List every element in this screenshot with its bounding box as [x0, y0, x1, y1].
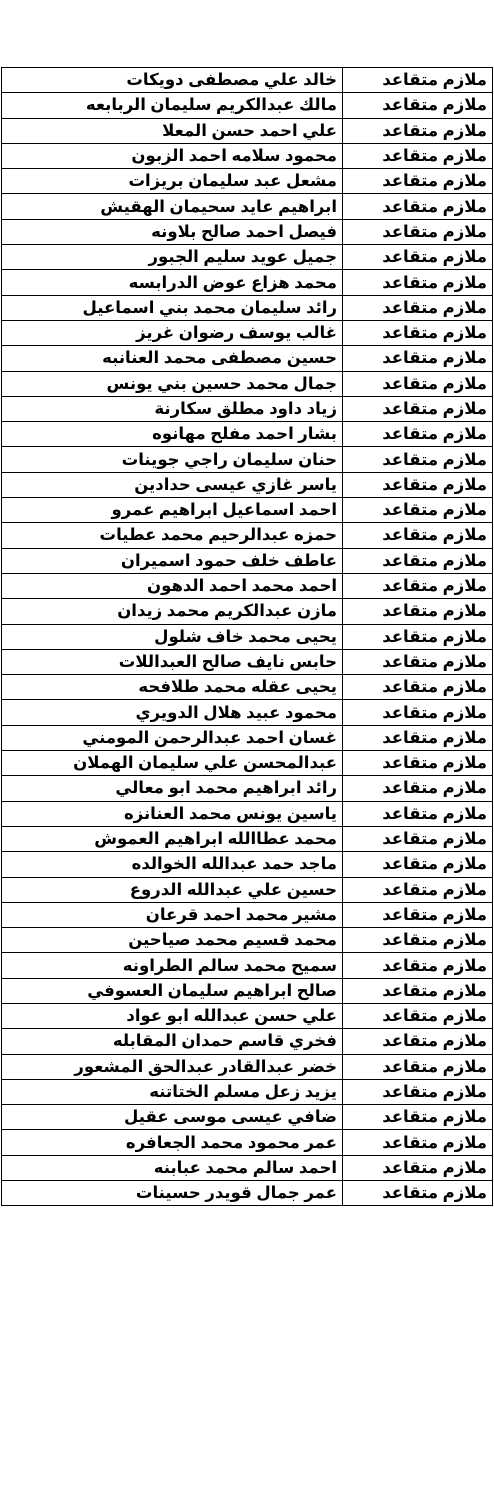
rank-cell: ملازم متقاعد — [343, 245, 493, 270]
table-row — [2, 169, 493, 194]
table-row — [2, 346, 493, 371]
table-row — [2, 143, 493, 168]
rank-cell: ملازم متقاعد — [343, 548, 493, 573]
table-row — [2, 472, 493, 497]
name-cell: غالب يوسف رضوان غريز — [2, 320, 343, 345]
table-row — [2, 1029, 493, 1054]
rank-cell: ملازم متقاعد — [343, 700, 493, 725]
table-row — [2, 675, 493, 700]
name-cell: حسين علي عبدالله الدروع — [2, 877, 343, 902]
table-row — [2, 68, 493, 93]
name-cell: علي احمد حسن المعلا — [2, 118, 343, 143]
table-row — [2, 295, 493, 320]
rank-cell: ملازم متقاعد — [343, 1105, 493, 1130]
rank-cell: ملازم متقاعد — [343, 725, 493, 750]
rank-cell: ملازم متقاعد — [343, 194, 493, 219]
rank-cell: ملازم متقاعد — [343, 1003, 493, 1028]
table-row — [2, 852, 493, 877]
table-row — [2, 700, 493, 725]
rank-cell: ملازم متقاعد — [343, 1029, 493, 1054]
rank-cell: ملازم متقاعد — [343, 270, 493, 295]
name-cell: عمر جمال قويدر حسينات — [2, 1181, 343, 1206]
table-row — [2, 1105, 493, 1130]
name-cell: خضر عبدالقادر عبدالحق المشعور — [2, 1054, 343, 1079]
rank-cell: ملازم متقاعد — [343, 472, 493, 497]
table-row — [2, 725, 493, 750]
rank-cell: ملازم متقاعد — [343, 396, 493, 421]
name-cell: ياسر غازي عيسى حدادين — [2, 472, 343, 497]
rank-cell: ملازم متقاعد — [343, 928, 493, 953]
rank-cell: ملازم متقاعد — [343, 624, 493, 649]
table-row — [2, 194, 493, 219]
name-cell: جمال محمد حسين بني يونس — [2, 371, 343, 396]
rank-cell: ملازم متقاعد — [343, 68, 493, 93]
table-body — [2, 68, 493, 1206]
name-cell: رائد سليمان محمد بني اسماعيل — [2, 295, 343, 320]
table-row — [2, 320, 493, 345]
rank-cell: ملازم متقاعد — [343, 295, 493, 320]
rank-cell: ملازم متقاعد — [343, 118, 493, 143]
table-row — [2, 573, 493, 598]
table-row — [2, 751, 493, 776]
table-row — [2, 902, 493, 927]
name-cell: بشار احمد مفلح مهانوه — [2, 422, 343, 447]
table-row — [2, 928, 493, 953]
rank-cell: ملازم متقاعد — [343, 599, 493, 624]
table-row — [2, 953, 493, 978]
table-row — [2, 1054, 493, 1079]
name-cell: ياسين يونس محمد العنانزه — [2, 801, 343, 826]
rank-cell: ملازم متقاعد — [343, 953, 493, 978]
table-row — [2, 396, 493, 421]
table-row — [2, 498, 493, 523]
table-row — [2, 1130, 493, 1155]
rank-cell: ملازم متقاعد — [343, 776, 493, 801]
name-cell: حابس نايف صالح العبداللات — [2, 649, 343, 674]
name-cell: محمود عبيد هلال الدويري — [2, 700, 343, 725]
name-cell: احمد سالم محمد عبابنه — [2, 1155, 343, 1180]
name-cell: عاطف خلف حمود اسميران — [2, 548, 343, 573]
name-cell: ابراهيم عايد سحيمان الهقيش — [2, 194, 343, 219]
name-cell: سميح محمد سالم الطراونه — [2, 953, 343, 978]
rank-cell: ملازم متقاعد — [343, 143, 493, 168]
rank-cell: ملازم متقاعد — [343, 573, 493, 598]
name-cell: احمد محمد احمد الدهون — [2, 573, 343, 598]
table-row — [2, 422, 493, 447]
name-cell: مازن عبدالكريم محمد زيدان — [2, 599, 343, 624]
name-cell: محمد قسيم محمد صياحين — [2, 928, 343, 953]
table-row — [2, 1079, 493, 1104]
table-row — [2, 877, 493, 902]
rank-cell: ملازم متقاعد — [343, 523, 493, 548]
name-cell: فخري قاسم حمدان المقابله — [2, 1029, 343, 1054]
rank-cell: ملازم متقاعد — [343, 751, 493, 776]
name-cell: ماجد حمد عبدالله الخوالده — [2, 852, 343, 877]
name-cell: مالك عبدالكريم سليمان الربابعه — [2, 93, 343, 118]
name-cell: مشعل عبد سليمان بريزات — [2, 169, 343, 194]
rank-cell: ملازم متقاعد — [343, 852, 493, 877]
rank-cell: ملازم متقاعد — [343, 649, 493, 674]
name-cell: مشير محمد احمد قرعان — [2, 902, 343, 927]
table-row — [2, 826, 493, 851]
table-row — [2, 447, 493, 472]
rank-cell: ملازم متقاعد — [343, 1181, 493, 1206]
name-cell: عمر محمود محمد الجعافره — [2, 1130, 343, 1155]
rank-cell: ملازم متقاعد — [343, 169, 493, 194]
name-cell: حمزه عبدالرحيم محمد عطيات — [2, 523, 343, 548]
name-cell: يحيى محمد خاف شلول — [2, 624, 343, 649]
table-row — [2, 371, 493, 396]
rank-cell: ملازم متقاعد — [343, 219, 493, 244]
rank-cell: ملازم متقاعد — [343, 1155, 493, 1180]
table-row — [2, 1155, 493, 1180]
name-cell: فيصل احمد صالح بلاونه — [2, 219, 343, 244]
rank-cell: ملازم متقاعد — [343, 498, 493, 523]
name-cell: حسين مصطفى محمد العنانبه — [2, 346, 343, 371]
name-cell: يزيد زعل مسلم الختاتنه — [2, 1079, 343, 1104]
name-cell: احمد اسماعيل ابراهيم عمرو — [2, 498, 343, 523]
name-cell: علي حسن عبدالله ابو عواد — [2, 1003, 343, 1028]
name-cell: ضافي عيسى موسى عقيل — [2, 1105, 343, 1130]
rank-cell: ملازم متقاعد — [343, 826, 493, 851]
table-row — [2, 118, 493, 143]
rank-cell: ملازم متقاعد — [343, 877, 493, 902]
table-row — [2, 599, 493, 624]
rank-cell: ملازم متقاعد — [343, 422, 493, 447]
table-row — [2, 649, 493, 674]
name-cell: رائد ابراهيم محمد ابو معالي — [2, 776, 343, 801]
rank-cell: ملازم متقاعد — [343, 1130, 493, 1155]
name-cell: غسان احمد عبدالرحمن المومني — [2, 725, 343, 750]
table-row — [2, 776, 493, 801]
table-row — [2, 624, 493, 649]
table-row — [2, 801, 493, 826]
rank-cell: ملازم متقاعد — [343, 801, 493, 826]
rank-cell: ملازم متقاعد — [343, 1054, 493, 1079]
table-row — [2, 270, 493, 295]
name-cell: محمد هزاع عوض الدرابسه — [2, 270, 343, 295]
table-row — [2, 523, 493, 548]
name-cell: خالد علي مصطفى دويكات — [2, 68, 343, 93]
name-cell: محمد عطاالله ابراهيم العموش — [2, 826, 343, 851]
rank-cell: ملازم متقاعد — [343, 675, 493, 700]
name-cell: صالح ابراهيم سليمان العسوفي — [2, 978, 343, 1003]
rank-cell: ملازم متقاعد — [343, 320, 493, 345]
rank-cell: ملازم متقاعد — [343, 978, 493, 1003]
name-cell: عبدالمحسن علي سليمان الهملان — [2, 751, 343, 776]
name-cell: زياد داود مطلق سكارنة — [2, 396, 343, 421]
table-row — [2, 245, 493, 270]
table-row — [2, 1003, 493, 1028]
name-cell: حنان سليمان راجي جوينات — [2, 447, 343, 472]
name-cell: محمود سلامه احمد الزبون — [2, 143, 343, 168]
rank-cell: ملازم متقاعد — [343, 346, 493, 371]
name-cell: يحيى عقله محمد طلافحه — [2, 675, 343, 700]
table-row — [2, 978, 493, 1003]
rank-cell: ملازم متقاعد — [343, 447, 493, 472]
table-row — [2, 1181, 493, 1206]
table-row — [2, 219, 493, 244]
rank-cell: ملازم متقاعد — [343, 371, 493, 396]
name-cell: جميل عويد سليم الجبور — [2, 245, 343, 270]
rank-cell: ملازم متقاعد — [343, 93, 493, 118]
personnel-table — [1, 67, 493, 1206]
rank-cell: ملازم متقاعد — [343, 902, 493, 927]
table-row — [2, 548, 493, 573]
rank-cell: ملازم متقاعد — [343, 1079, 493, 1104]
table-row — [2, 93, 493, 118]
